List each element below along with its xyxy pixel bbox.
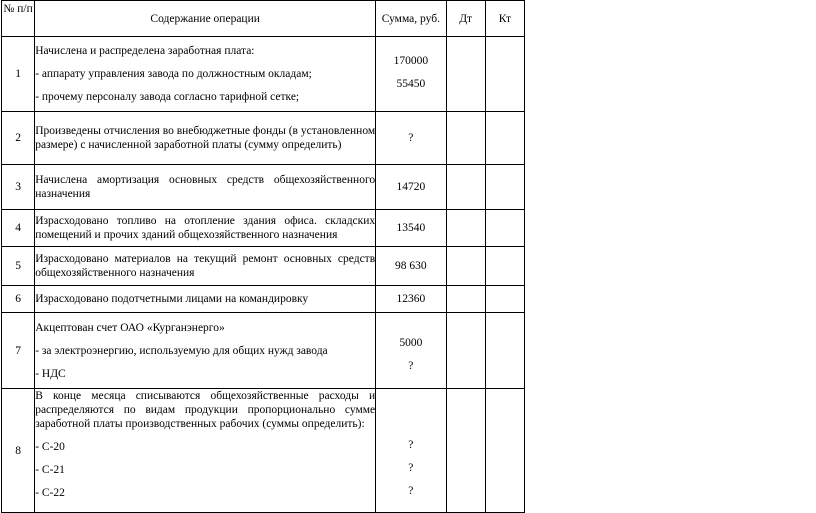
table-row: [2, 286, 525, 313]
credit-cell: [485, 313, 524, 389]
credit-cell: [485, 247, 524, 286]
operation-item: - С-20: [35, 441, 65, 453]
table-row: [2, 389, 525, 513]
row-number: 5: [2, 247, 35, 286]
row-number: 1: [2, 37, 35, 112]
operation-sum: 13540: [376, 210, 446, 247]
debit-cell: [446, 286, 485, 313]
operation-description: Начислена амортизация основных средств общехозяйственного назначения: [35, 165, 376, 210]
operation-title: Акцептован счет ОАО «Курганэнерго»: [35, 321, 225, 334]
header-credit: Кт: [485, 1, 524, 37]
operation-description: Произведены отчисления во внебюджетные фонды (в установленном размере) с начисленной заработной платы (сумму определить): [35, 112, 376, 165]
operation-item: - аппарату управления завода по должностным окладам;: [35, 68, 312, 80]
table-row: [2, 165, 525, 210]
sum-value: ?: [408, 485, 414, 497]
operation-item: - за электроэнергию, используемую для общих нужд завода: [35, 344, 328, 357]
operation-item: - С-22: [35, 487, 65, 499]
credit-cell: [485, 37, 524, 112]
header-row: [2, 1, 525, 37]
table-row: [2, 112, 525, 165]
operation-item: - прочему персоналу завода согласно тарифной сетке;: [35, 91, 300, 103]
operation-sum: 98 630: [376, 247, 446, 286]
header-sum: Сумма, руб.: [376, 1, 446, 37]
header-description: Содержание операции: [35, 1, 376, 37]
debit-cell: [446, 37, 485, 112]
sum-value: 55450: [396, 78, 426, 90]
operation-item: - НДС: [35, 367, 66, 380]
credit-cell: [485, 389, 524, 513]
sum-value: ?: [408, 462, 414, 474]
operation-sum: 12360: [376, 286, 446, 313]
credit-cell: [485, 112, 524, 165]
row-number: 7: [2, 313, 35, 389]
operation-sum: [376, 389, 446, 513]
operation-sum: [376, 37, 446, 112]
row-number: 6: [2, 286, 35, 313]
sum-value: ?: [408, 360, 414, 372]
header-debit: Дт: [446, 1, 485, 37]
debit-cell: [446, 112, 485, 165]
operation-description: Израсходовано материалов на текущий ремонт основных средств общехозяйственного назначения: [35, 247, 376, 286]
operation-sum: ?: [376, 112, 446, 165]
operation-description: Израсходовано подотчетными лицами на командировку: [35, 286, 376, 313]
credit-cell: [485, 210, 524, 247]
credit-cell: [485, 165, 524, 210]
debit-cell: [446, 313, 485, 389]
debit-cell: [446, 165, 485, 210]
sum-value: ?: [408, 439, 414, 451]
debit-cell: [446, 389, 485, 513]
sum-value: 5000: [399, 337, 423, 349]
row-number: 8: [2, 389, 35, 513]
debit-cell: [446, 247, 485, 286]
operations-table: [1, 0, 525, 513]
operation-description: [35, 37, 376, 112]
sum-value: 170000: [393, 55, 429, 67]
table-row: [2, 313, 525, 389]
header-num: № п/п: [2, 1, 35, 37]
operation-title: В конце месяца списываются общехозяйственные расходы и распределяются по видам продукции пропорционально сумме заработной платы производственных рабочих (суммы определить):: [35, 390, 376, 430]
table-row: [2, 37, 525, 112]
operation-description: Израсходовано топливо на отопление здания офиса. складских помещений и прочих зданий общехозяйственного назначения: [35, 210, 376, 247]
debit-cell: [446, 210, 485, 247]
row-number: 2: [2, 112, 35, 165]
credit-cell: [485, 286, 524, 313]
operation-description: [35, 389, 376, 513]
operation-sum: 14720: [376, 165, 446, 210]
operation-sum: [376, 313, 446, 389]
table-row: [2, 247, 525, 286]
row-number: 3: [2, 165, 35, 210]
operation-title: Начислена и распределена заработная плата:: [35, 45, 255, 57]
operation-description: [35, 313, 376, 389]
operation-item: - С-21: [35, 464, 65, 476]
row-number: 4: [2, 210, 35, 247]
table-row: [2, 210, 525, 247]
